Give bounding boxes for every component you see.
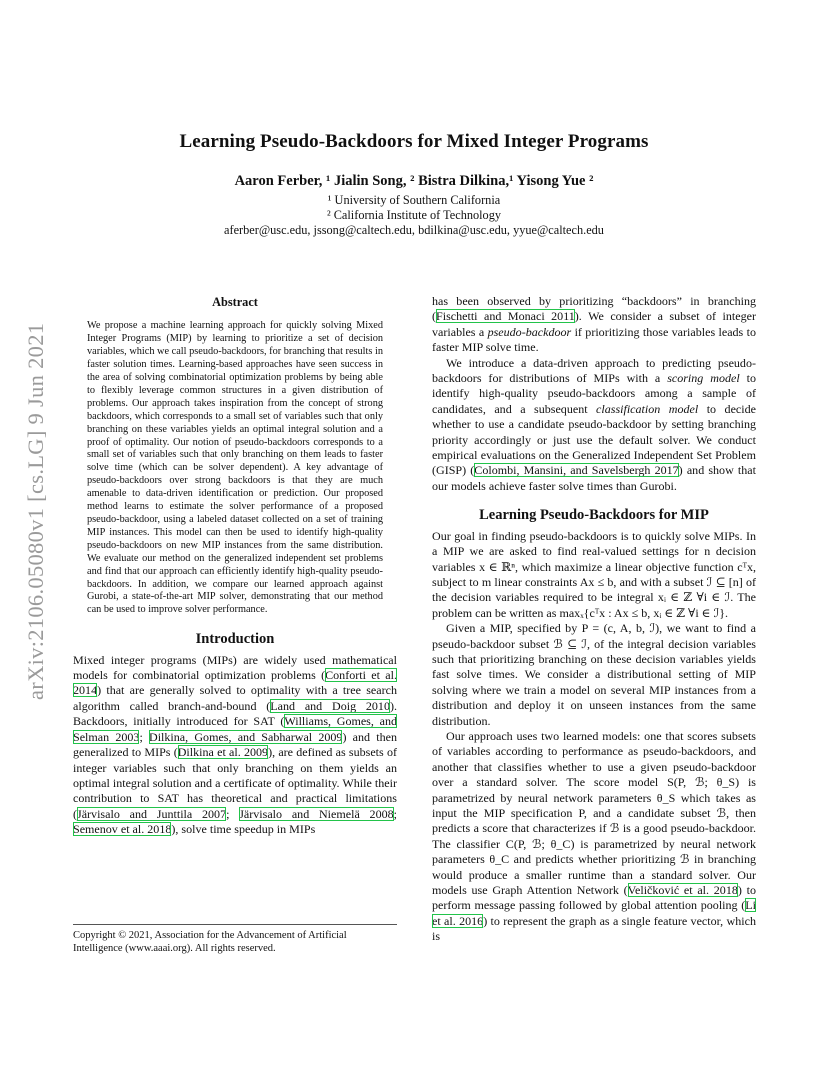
- left-column: [73, 295, 397, 838]
- abstract-body: [73, 320, 397, 617]
- body-text: ) to perform message passing followed by global attention pooling (: [432, 883, 756, 913]
- intro-text: ). Backdoors, initially introduced for SAT (: [73, 698, 397, 729]
- author-emails: aferber@usc.edu, jssong@caltech.edu, bdilkina@usc.edu, yyue@caltech.edu: [224, 223, 604, 237]
- learning-paragraph-1: Our goal in finding pseudo-backdoors is to quickly solve MIPs. In a MIP we are asked to find real-valued settings for n decision variables x ∈ ℝⁿ, which maximize a linear objective function cᵀx, subject to m linear constraints Ax ≤ b, and with a subset ℐ ⊆ [n] of the decision variables required to be integral xᵢ ∈ ℤ ∀i ∈ ℐ. The problem can be written as maxₓ{cᵀx : Ax ≤ b, xᵢ ∈ ℤ ∀i ∈ ℐ}.: [432, 528, 756, 620]
- body-text: We introduce a data-driven approach to predicting pseudo-backdoors for distributions of MIPs with a: [432, 355, 756, 386]
- citation-link[interactable]: Colombi, Mansini, and Savelsbergh 2017: [474, 463, 679, 478]
- emphasis-text: classification model: [596, 401, 699, 416]
- intro-text: ) and then generalized to MIPs (: [73, 729, 398, 760]
- author-list: Aaron Ferber, ¹ Jialin Song, ² Bistra Dilkina,¹ Yisong Yue ²: [234, 173, 594, 189]
- intro-text: Mixed integer programs (MIPs) are widely used mathematical models for combinatorial optimization problems (: [73, 652, 397, 683]
- intro-text: ), solve time speedup in MIPs: [171, 822, 316, 837]
- body-text: has been observed by prioritizing “backdoors” in branching (: [432, 294, 756, 324]
- citation-link[interactable]: Veličković et al. 2018: [627, 883, 738, 898]
- body-text: Our approach uses two learned models: one that scores subsets of variables according to performance as pseudo-backdoors, and another that classifies whether to use a given pseudo-backdoor over a standard solver. The score model S(P, ℬ; θ_S) is parametrized by neural network parameters θ_S which takes as input the MIP specification P, and a candidate subset ℬ, then predicts a score that characterizes if ℬ is a good pseudo-backdoor. The classifier C(P, ℬ; θ_C) is parametrized by neural network parameters θ_C and predicts whether prioritizing ℬ in branching would produce a smaller runtime than a standard solver. Our models use Graph Attention Network (: [432, 728, 756, 898]
- intro-text: ;: [393, 806, 398, 821]
- body-text: ) and show that our models achieve faster solve times than Gurobi.: [432, 463, 756, 493]
- arxiv-stamp[interactable]: arXiv:2106.05080v1 [cs.LG] 9 Jun 2021: [23, 322, 48, 700]
- right-paragraph-1: [432, 294, 756, 356]
- right-column: [432, 294, 756, 945]
- introduction-heading: Introduction: [195, 631, 275, 648]
- citation-link[interactable]: Järvisalo and Junttila 2007: [77, 806, 227, 821]
- right-paragraph-2: [432, 356, 756, 495]
- citation-link[interactable]: Fischetti and Monaci 2011: [436, 309, 575, 324]
- learning-paragraph-2: Given a MIP, specified by P = (c, A, b, ℐ), we want to find a pseudo-backdoor subset ℬ ⊆ ℐ, of the integral decision variables such that prioritizing branching on these decision variables yields fast solve times. We consider a distributional setting of MIP solving where we train a model on several MIP instances from a distribution and deploy it on unseen instances from the same distribution.: [432, 621, 756, 728]
- affiliation-2: ² California Institute of Technology: [326, 208, 502, 222]
- copyright-notice: [73, 924, 397, 955]
- citation-link[interactable]: Dilkina, Gomes, and Sabharwal 2009: [149, 729, 343, 744]
- intro-text: ;: [139, 729, 149, 744]
- body-text: ). We consider a subset of integer variables a: [432, 309, 756, 339]
- learning-paragraph-3: [432, 729, 756, 945]
- citation-link[interactable]: Land and Doig 2010: [270, 698, 390, 713]
- citation-link[interactable]: Järvisalo and Niemelä 2008: [239, 806, 394, 821]
- citation-link[interactable]: Semenov et al. 2018: [73, 822, 172, 837]
- citation-link[interactable]: Li et al. 2016: [432, 898, 756, 928]
- emphasis-text: pseudo-backdoor: [487, 324, 572, 339]
- intro-paragraph-1: [73, 653, 397, 838]
- citation-link[interactable]: Conforti et al. 2014: [73, 668, 397, 698]
- intro-text: ;: [226, 806, 240, 821]
- paper-title: Learning Pseudo-Backdoors for Mixed Integer Programs: [179, 131, 649, 152]
- body-text: to decide whether to use a candidate pseudo-backdoor by setting branching priority accordingly or just use the default solver. We conduct empirical evaluations on the Generalized Independent Set Problem (GISP) (: [432, 401, 756, 478]
- learning-section-heading: Learning Pseudo-Backdoors for MIP: [479, 507, 709, 524]
- citation-link[interactable]: Dilkina et al. 2009: [177, 745, 269, 760]
- citation-link[interactable]: Williams, Gomes, and Selman 2003: [73, 714, 397, 744]
- body-text: to identify high-quality pseudo-backdoors among a sample of candidates, and a subsequent: [432, 371, 756, 416]
- emphasis-text: scoring model: [667, 371, 740, 386]
- abstract-heading: Abstract: [212, 295, 258, 309]
- body-text: if prioritizing those variables leads to faster MIP solve time.: [432, 324, 756, 355]
- copyright-text: Copyright © 2021, Association for the Advancement of Artificial Intelligence (www.aaai.org). All rights reserved.: [73, 930, 347, 955]
- affiliation-1: ¹ University of Southern California: [327, 193, 501, 207]
- body-text: ) to represent the graph as a single feature vector, which is: [432, 913, 756, 944]
- intro-text: ), are defined as subsets of integer variables such that only branching on them yields an optimal integral solution and a certificate of optimality. While their contribution to SAT has theoretical and practical limitations (: [73, 745, 397, 821]
- intro-text: ) that are generally solved to optimality with a tree search algorithm called branch-and-bound (: [73, 683, 397, 713]
- abstract-text: We propose a machine learning approach for quickly solving Mixed Integer Programs (MIP) by learning to prioritize a set of decision variables, which we call pseudo-backdoors, for branching that results in faster solution times. Learning-based approaches have seen success in the area of solving combinatorial optimization problems by being able to flexibly leverage common structures in a given distribution of problems. Our approach takes inspiration from the concept of strong backdoors, which corresponds to a small set of variables such that only branching on these variables yields an optimal integral solution and a proof of optimality. Our notion of pseudo-backdoors corresponds to a small set of variables such that only branching on them leads to faster solve time (which can be solver dependent). A key advantage of pseudo-backdoors over strong backdoors is that they are much amenable to data-driven identification or prediction. Our proposed method learns to estimate the solver performance of a proposed pseudo-backdoor, using a labeled dataset collected on a set of training MIP instances. This model can then be used to identify high-quality pseudo-backdoors on new MIP instances from the same distribution. We evaluate our method on the generalized independent set problems and find that our approach can efficiently identify high-quality pseudo-backdoors. In addition, we compare our learned approach against Gurobi, a state-of-the-art MIP solver, demonstrating that our method can be used to improve solver performance.: [87, 320, 383, 616]
